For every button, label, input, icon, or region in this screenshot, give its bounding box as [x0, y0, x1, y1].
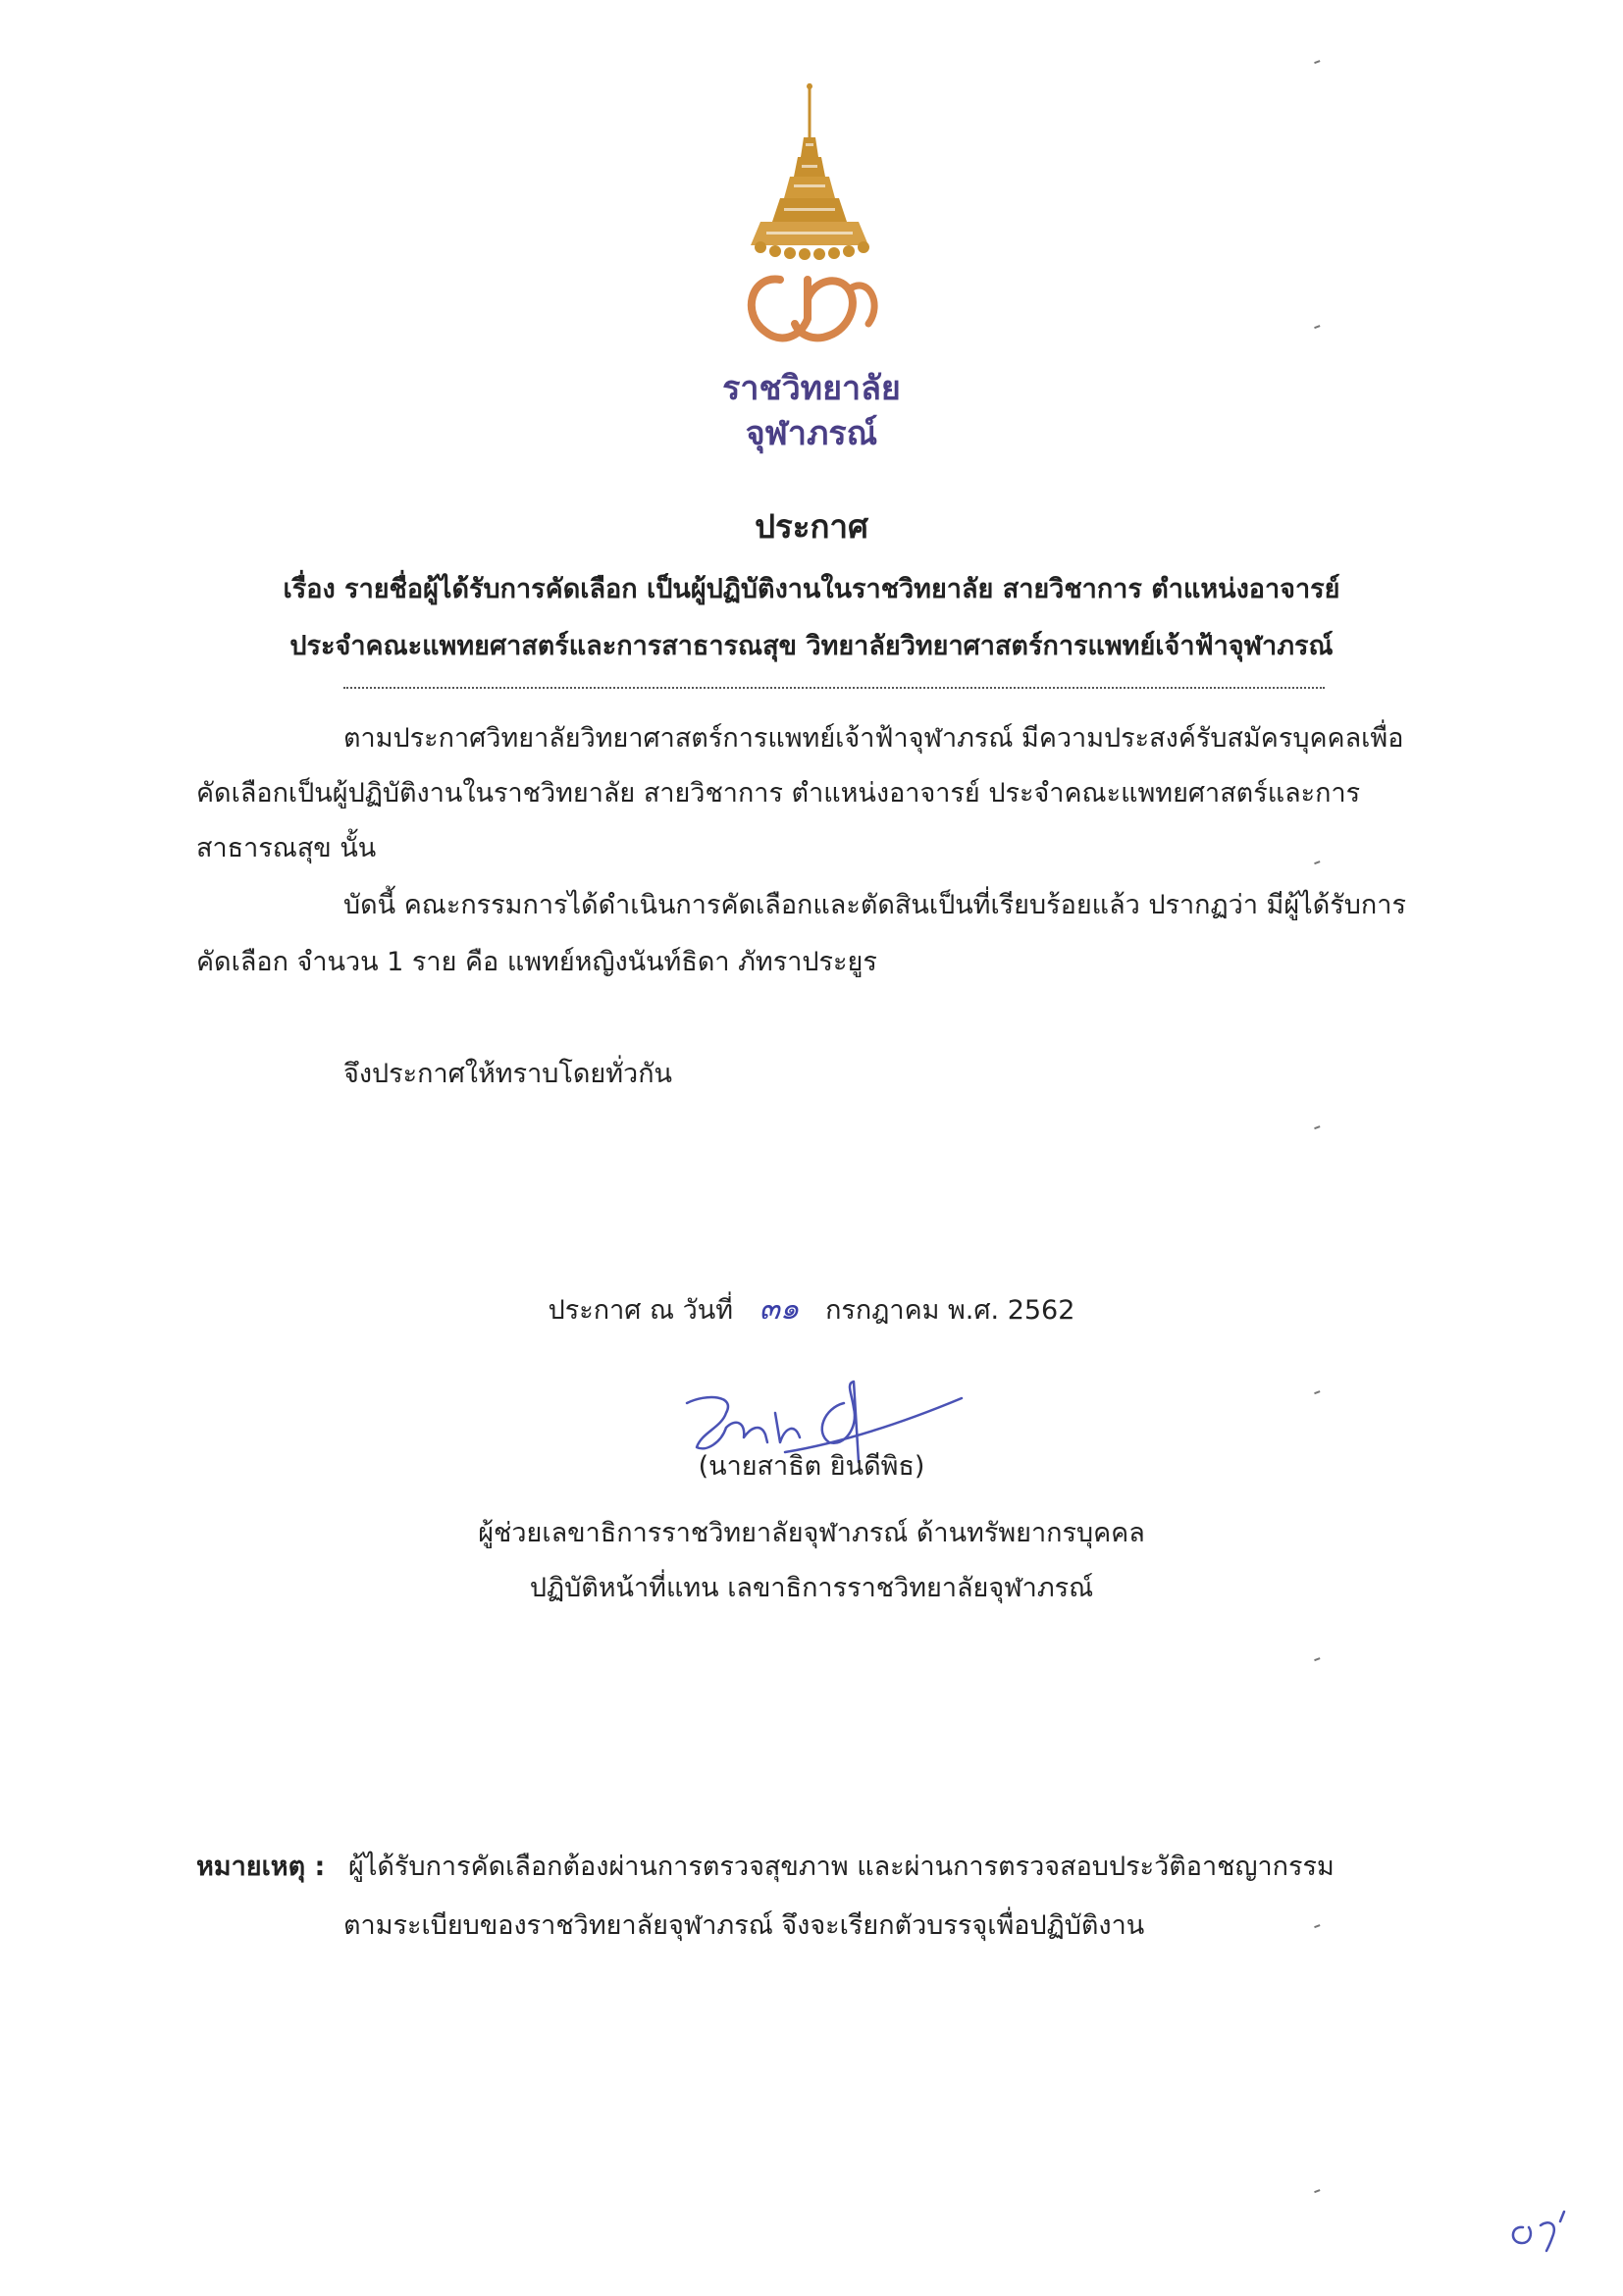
body-paragraph-2-line-2: คัดเลือก จำนวน 1 ราย คือ แพทย์หญิงนันท์ธิดา ภัทราประยูร [196, 947, 877, 977]
body-paragraph-1-line-2: คัดเลือกเป็นผู้ปฏิบัติงานในราชวิทยาลัย สายวิชาการ ตำแหน่งอาจารย์ ประจำคณะแพทยศาสตร์และการ [196, 778, 1361, 809]
closing-statement: จึงประกาศให้ทราบโดยทั่วกัน [343, 1059, 672, 1089]
org-name-line-2: จุฬาภรณ์ [745, 414, 878, 453]
date-prefix: ประกาศ ณ วันที่ [548, 1295, 734, 1326]
margin-tick [1314, 1390, 1322, 1398]
dotted-divider [343, 687, 1325, 689]
margin-tick [1314, 325, 1322, 333]
note-line-2: ตามระเบียบของราชวิทยาลัยจุฬาภรณ์ จึงจะเรียกตัวบรรจุเพื่อปฏิบัติงาน [343, 1910, 1145, 1941]
date-suffix: กรกฎาคม พ.ศ. 2562 [825, 1295, 1075, 1326]
note-line-1: ผู้ได้รับการคัดเลือกต้องผ่านการตรวจสุขภาพ และผ่านการตรวจสอบประวัติอาชญากรรม [348, 1852, 1335, 1882]
subject-line-2: ประจำคณะแพทยศาสตร์และการสาธารณสุข วิทยาลัยวิทยาศาสตร์การแพทย์เจ้าฟ้าจุฬาภรณ์ [289, 631, 1334, 661]
margin-tick [1314, 60, 1322, 68]
body-paragraph-1-line-1: ตามประกาศวิทยาลัยวิทยาศาสตร์การแพทย์เจ้าฟ้าจุฬาภรณ์ มีความประสงค์รับสมัครบุคคลเพื่อ [343, 723, 1404, 754]
signatory-position-1: ผู้ช่วยเลขาธิการราชวิทยาลัยจุฬาภรณ์ ด้านทรัพยากรบุคคล [478, 1518, 1145, 1548]
subject-line-1: เรื่อง รายชื่อผู้ได้รับการคัดเลือก เป็นผู้ปฏิบัติงานในราชวิทยาลัย สายวิชาการ ตำแหน่งอาจารย์ [283, 574, 1340, 604]
margin-tick [1314, 1125, 1322, 1133]
note-label: หมายเหตุ : [196, 1852, 326, 1882]
org-name-line-1: ราชวิทยาลัย [722, 369, 901, 408]
margin-tick [1314, 1657, 1322, 1665]
margin-tick [1314, 861, 1322, 868]
margin-tick [1314, 1924, 1322, 1932]
handwritten-initials-icon [1501, 2198, 1599, 2257]
signatory-name: (นายสาธิต ยินดีพิธ) [698, 1451, 925, 1482]
announcement-date [0, 1283, 1623, 1332]
body-paragraph-1-line-3: สาธารณสุข นั้น [196, 833, 377, 863]
announcement-title: ประกาศ [755, 507, 868, 546]
royal-crown-logo-icon [721, 78, 898, 363]
signatory-position-2: ปฏิบัติหน้าที่แทน เลขาธิการราชวิทยาลัยจุฬาภรณ์ [529, 1573, 1094, 1603]
body-paragraph-2-line-1: บัดนี้ คณะกรรมการได้ดำเนินการคัดเลือกและตัดสินเป็นที่เรียบร้อยแล้ว ปรากฏว่า มีผู้ได้รับการ [343, 890, 1406, 920]
date-day-handwritten: ๓๑ [759, 1291, 800, 1327]
margin-tick [1314, 2189, 1322, 2197]
